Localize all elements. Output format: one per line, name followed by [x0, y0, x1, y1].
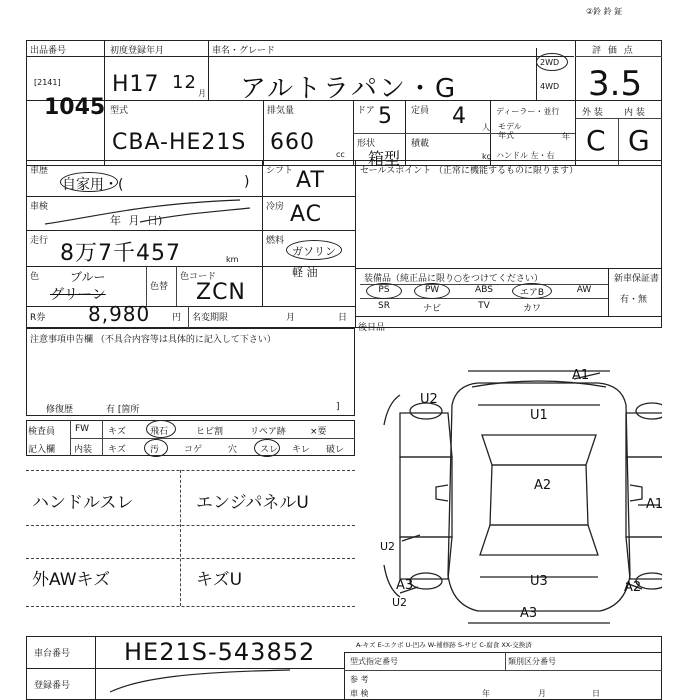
details-line: [26, 306, 355, 307]
lot-number-label: 出品番号: [30, 46, 67, 56]
insp-wear-circle: [254, 439, 280, 457]
details-divider: [262, 160, 263, 306]
equip-navi: ナビ: [422, 304, 441, 314]
damage-mark: U2: [380, 540, 396, 553]
score-label: 評 価 点: [592, 46, 635, 56]
ac-label: 冷房: [266, 202, 285, 212]
retrofit-label: 後日品: [358, 323, 386, 333]
month-label: 月: [286, 313, 296, 323]
check-label: 検査員: [28, 427, 56, 437]
color-code-label: 色コード: [180, 272, 217, 282]
vehicle-check-label: 車 検: [350, 689, 369, 698]
footer-day-label: 日: [592, 689, 600, 698]
interior-grade: G: [628, 124, 650, 157]
doors-label: ドア: [357, 106, 375, 116]
insp-cut: キレ: [292, 445, 310, 455]
details-line: [26, 230, 355, 231]
ac-value: AC: [290, 202, 323, 227]
insp-stone: 飛石: [150, 427, 169, 437]
details-divider: [355, 160, 356, 328]
color-label: 色: [30, 272, 40, 282]
body-shape-value: 箱型: [368, 149, 401, 168]
header-line: [353, 133, 575, 134]
sales-point-title: セールスポイント （正常に機能するものに限ります）: [360, 166, 579, 176]
note-line: [26, 525, 355, 526]
footer-line: [344, 652, 662, 653]
color-code: ZCN: [196, 280, 246, 305]
shift-label: シフト: [266, 166, 294, 176]
insp-stone-circle: [146, 420, 176, 438]
insp-dirt-circle: [144, 439, 168, 457]
footer-divider: [344, 652, 345, 700]
month-suffix: 月: [198, 89, 206, 98]
color-value-green: グリーン: [50, 287, 106, 303]
equip-abs: ABS: [475, 285, 493, 295]
footer-divider: [95, 636, 96, 700]
header-divider: [575, 40, 576, 166]
header-line: [26, 56, 574, 57]
note-line: [26, 470, 355, 471]
footer-line: [344, 670, 662, 671]
notes-title: 注意事項申告欄 （不具合内容等は具体的に記入して下さい）: [30, 335, 276, 345]
footer-year-label: 年: [482, 689, 490, 698]
yen-unit: 円: [172, 313, 182, 323]
color-change-label: 色替: [150, 282, 169, 292]
insp-kizu: キズ: [108, 427, 126, 437]
fuel-alt: 軽 油: [292, 266, 318, 279]
model-year-label: モデル 年式: [498, 122, 522, 140]
inspection-label: 車検: [30, 202, 49, 212]
details-divider: [608, 268, 609, 316]
insp-need: ×要: [310, 427, 327, 437]
inspection-divider: [102, 420, 103, 456]
damage-mark: U2: [420, 392, 438, 407]
kg-unit: kg: [482, 152, 492, 161]
damage-mark: U2: [392, 596, 408, 609]
inspection-scribble: [40, 196, 260, 230]
equip-pw: PW: [424, 285, 440, 295]
header-line: [575, 56, 662, 57]
inspection-value: 年 月 日): [110, 214, 163, 227]
mileage-label: 走行: [30, 236, 49, 246]
repair-value: 有 [箇所: [106, 405, 140, 415]
details-line: [355, 316, 662, 317]
score-value: 3.5: [588, 64, 643, 104]
registration-scribble: [100, 668, 300, 698]
footer-divider: [505, 652, 506, 670]
insp-wear: スレ: [260, 445, 279, 455]
name-change-label: 名変期限: [192, 313, 229, 323]
insp-tear: 破レ: [326, 445, 345, 455]
displacement-label: 排気量: [267, 106, 295, 116]
note-line: [26, 606, 355, 607]
details-divider: [176, 266, 177, 306]
type-designation-label: 型式指定番号: [350, 657, 398, 666]
insp-int-kizu: キズ: [108, 445, 126, 455]
body-shape-label: 形状: [357, 139, 376, 149]
inspection-line: [70, 438, 355, 439]
fuel-value: ガソリン: [292, 245, 336, 258]
damage-mark: A2: [624, 580, 642, 595]
warranty-value: 有・無: [620, 295, 648, 305]
insp-fw: FW: [75, 424, 90, 434]
doors-value: 5: [378, 104, 393, 129]
damage-mark: U1: [530, 408, 548, 423]
model-name-label: 車名・グレード: [212, 46, 276, 56]
insp-repair: リペア跡: [250, 427, 286, 437]
equip-pw-circle: [414, 283, 450, 299]
km-unit: km: [226, 255, 239, 264]
details-line: [355, 268, 662, 269]
handwritten-note: キズU: [196, 570, 243, 590]
first-registration-year: H17: [112, 72, 160, 97]
equip-tv: TV: [478, 301, 490, 311]
model-name: アルトラパン・G: [240, 74, 458, 104]
lot-number: 1045: [44, 95, 106, 120]
equip-sr: SR: [378, 301, 390, 311]
damage-mark: A1: [572, 368, 590, 383]
header-divider: [618, 118, 619, 166]
history-close: ): [244, 174, 250, 190]
damage-mark: A1: [646, 497, 664, 512]
handwritten-note: 外AWキズ: [32, 570, 111, 590]
exterior-grade: C: [586, 124, 606, 157]
inspection-divider: [70, 420, 71, 456]
insp-hole: 穴: [228, 445, 238, 455]
top-right-stamp: ②鈴 鈴 鉦: [586, 7, 623, 16]
day-label: 日: [338, 313, 348, 323]
capacity-label: 定員: [411, 106, 430, 116]
registration-label: 登録番号: [34, 681, 71, 691]
insp-crack: ヒビ割: [196, 427, 224, 437]
dealer-label: ディーラー・並行: [496, 107, 560, 116]
fuel-circle: [286, 240, 342, 260]
exterior-label: 外 装: [582, 108, 603, 118]
repair-label: 修復歴: [46, 405, 74, 415]
damage-mark: U3: [530, 574, 548, 589]
equip-ps-circle: [366, 283, 402, 299]
model-type: CBA-HE21S: [112, 130, 247, 155]
equip-kawa: カワ: [522, 304, 541, 314]
recycle-label: R券: [30, 313, 46, 323]
recycle-value: 8,980: [88, 302, 151, 326]
mileage-value: 8万7千457: [60, 241, 181, 266]
first-registration-label: 初度登録年月: [110, 46, 165, 56]
damage-mark: A3: [520, 606, 538, 621]
reference-label: 参 考: [350, 675, 369, 684]
equip-ps: PS: [378, 285, 390, 295]
class-number-label: 類別区分番号: [508, 657, 556, 666]
insp-dirt: 汚: [150, 445, 160, 455]
displacement-value: 660: [270, 130, 315, 155]
person-unit: 人: [482, 123, 490, 132]
color-value-blue: ブルー: [70, 270, 106, 284]
insp-burn: コゲ: [184, 445, 203, 455]
equip-airbag: エアB: [519, 288, 545, 298]
note-line: [26, 558, 355, 559]
drive-2wd: 2WD: [540, 58, 560, 67]
entry-label: 記入欄: [28, 445, 56, 455]
repair-close: ]: [336, 402, 340, 412]
damage-mark: A3: [396, 578, 414, 593]
equipment-title: 装備品（純正品に限り○をつけてください）: [364, 274, 543, 284]
chassis-value: HE21S-543852: [124, 638, 316, 666]
equip-aw: AW: [576, 285, 592, 295]
year-suffix: 年: [562, 132, 570, 141]
warranty-title: 新車保証書: [614, 274, 660, 284]
header-divider: [208, 40, 209, 100]
drive-2wd-circle: [536, 53, 568, 71]
details-divider: [188, 306, 189, 328]
first-registration-month: 12: [172, 72, 197, 93]
lot-code: [2141]: [34, 78, 61, 87]
drive-4wd: 4WD: [540, 82, 560, 91]
interior-label: 内 装: [624, 108, 645, 118]
chassis-label: 車台番号: [34, 649, 71, 659]
equip-airbag-circle: [512, 283, 552, 299]
history-label: 車歴: [30, 166, 49, 176]
capacity-value: 4: [452, 104, 467, 129]
load-label: 積載: [411, 139, 430, 149]
history-value: 自家用・(: [62, 177, 124, 193]
handle-label: ハンドル 左・右: [496, 151, 555, 160]
damage-mark: A2: [534, 478, 552, 493]
details-line: [360, 298, 608, 299]
cc-unit: cc: [336, 150, 345, 159]
header-divider: [536, 48, 537, 100]
model-type-label: 型式: [110, 106, 129, 116]
history-circle: [60, 172, 118, 192]
fuel-label: 燃料: [266, 236, 285, 246]
details-divider: [146, 266, 147, 306]
handwritten-note: エンジパネルU: [196, 493, 309, 513]
footer-month-label: 月: [538, 689, 546, 698]
note-divider: [180, 470, 181, 606]
header-divider: [263, 100, 264, 166]
handwritten-note: ハンドルスレ: [32, 493, 134, 513]
shift-value: AT: [296, 168, 325, 193]
insp-interior: 内装: [74, 445, 93, 455]
damage-legend: A-キズ E-エクボ U-凹み W-補修跡 S-サビ C-腐食 XX-交換済: [356, 641, 532, 649]
